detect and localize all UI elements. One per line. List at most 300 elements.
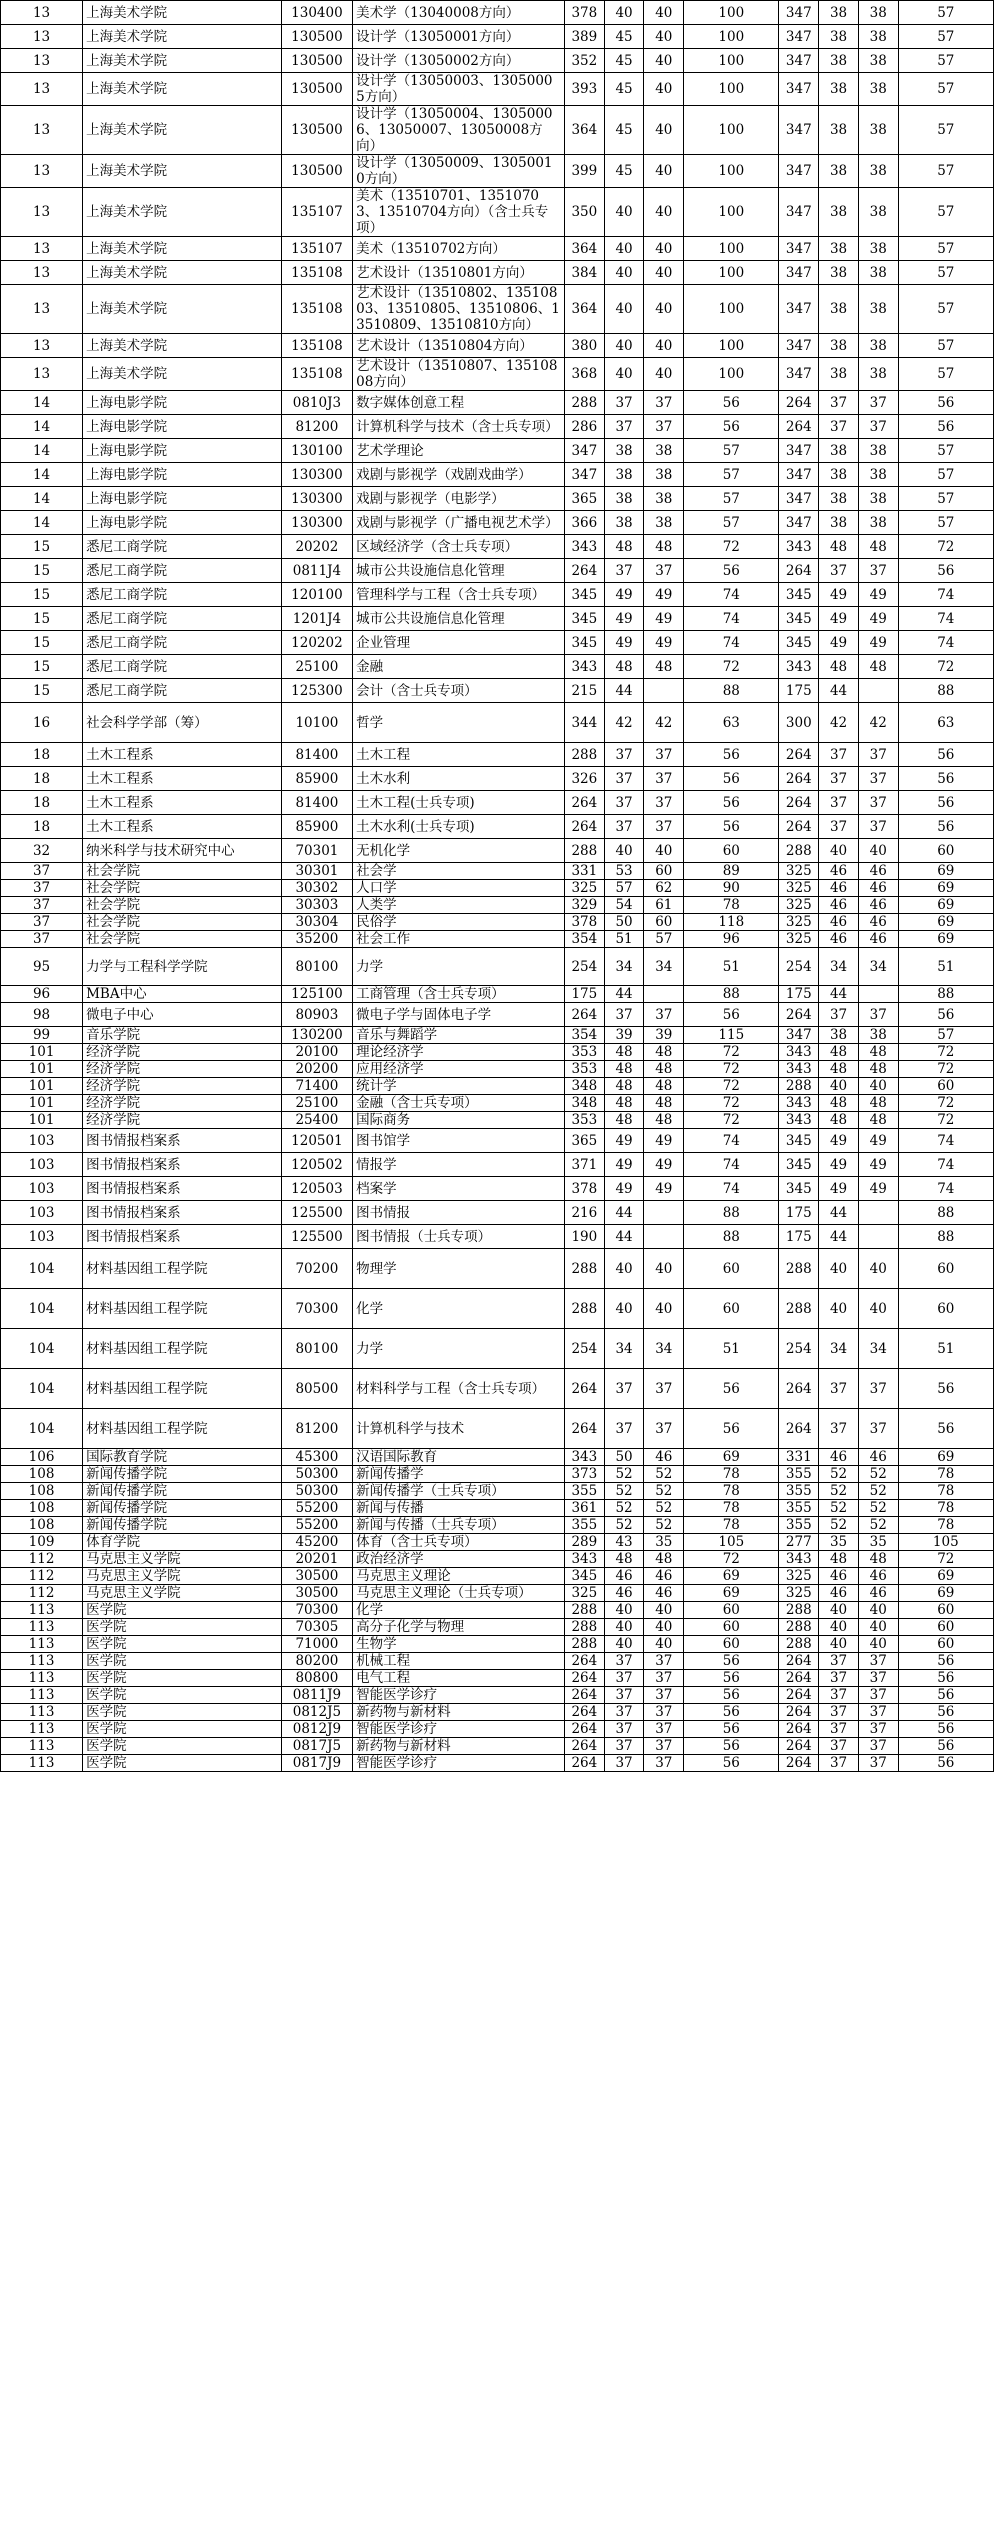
cell-foreign-lang-score: 37 bbox=[644, 1409, 684, 1449]
cell-college-code: 15 bbox=[1, 607, 83, 631]
cell-college-code: 15 bbox=[1, 655, 83, 679]
cell-politics-score: 38 bbox=[604, 511, 644, 535]
cell-college-name: 新闻传播学院 bbox=[83, 1483, 282, 1500]
cell-foreign-lang-score: 37 bbox=[644, 815, 684, 839]
table-row bbox=[1, 1329, 994, 1369]
table-row bbox=[1, 1449, 994, 1466]
cell-foreign-lang-score: 37 bbox=[644, 415, 684, 439]
cell-politics-line: 37 bbox=[819, 1003, 859, 1027]
cell-total-score: 353 bbox=[564, 1061, 604, 1078]
cell-foreign-lang-line: 40 bbox=[858, 1619, 898, 1636]
cell-total-score: 288 bbox=[564, 391, 604, 415]
cell-total-line: 288 bbox=[779, 1249, 819, 1289]
cell-total-score: 345 bbox=[564, 1568, 604, 1585]
cell-foreign-lang-score: 40 bbox=[644, 1619, 684, 1636]
cell-politics-line: 37 bbox=[819, 767, 859, 791]
cell-college-code: 103 bbox=[1, 1225, 83, 1249]
cell-subject-line: 72 bbox=[898, 655, 993, 679]
cell-total-line: 264 bbox=[779, 767, 819, 791]
cell-foreign-lang-score: 40 bbox=[644, 285, 684, 334]
cell-total-score: 264 bbox=[564, 1369, 604, 1409]
cell-subject-line: 69 bbox=[898, 931, 993, 948]
cell-total-score: 354 bbox=[564, 931, 604, 948]
cell-total-score: 347 bbox=[564, 439, 604, 463]
cell-total-line: 264 bbox=[779, 559, 819, 583]
cell-subject-score: 57 bbox=[684, 439, 779, 463]
cell-college-name: 上海电影学院 bbox=[83, 391, 282, 415]
cell-foreign-lang-line: 49 bbox=[858, 631, 898, 655]
cell-major-code: 25100 bbox=[281, 1095, 352, 1112]
cell-total-score: 288 bbox=[564, 1289, 604, 1329]
cell-major-name: 数字媒体创意工程 bbox=[353, 391, 565, 415]
cell-total-line: 254 bbox=[779, 948, 819, 986]
cell-foreign-lang-score: 38 bbox=[644, 463, 684, 487]
cell-foreign-lang-score: 40 bbox=[644, 1289, 684, 1329]
cell-politics-score: 40 bbox=[604, 1602, 644, 1619]
table-row bbox=[1, 1409, 994, 1449]
cell-college-code: 101 bbox=[1, 1112, 83, 1129]
cell-total-score: 190 bbox=[564, 1225, 604, 1249]
cell-politics-line: 37 bbox=[819, 391, 859, 415]
cell-total-score: 352 bbox=[564, 49, 604, 73]
cell-college-code: 103 bbox=[1, 1177, 83, 1201]
cell-college-code: 14 bbox=[1, 391, 83, 415]
cell-politics-line: 48 bbox=[819, 1044, 859, 1061]
cell-subject-score: 72 bbox=[684, 1112, 779, 1129]
cell-college-code: 106 bbox=[1, 1449, 83, 1466]
cell-college-code: 37 bbox=[1, 863, 83, 880]
cell-subject-line: 69 bbox=[898, 1568, 993, 1585]
cell-foreign-lang-line: 52 bbox=[858, 1466, 898, 1483]
cell-foreign-lang-score: 37 bbox=[644, 1369, 684, 1409]
table-row bbox=[1, 1585, 994, 1602]
cell-subject-line: 56 bbox=[898, 1704, 993, 1721]
cell-foreign-lang-line: 38 bbox=[858, 358, 898, 391]
cell-major-code: 0811J9 bbox=[281, 1687, 352, 1704]
cell-major-code: 20202 bbox=[281, 535, 352, 559]
cell-subject-score: 90 bbox=[684, 880, 779, 897]
cell-major-code: 70301 bbox=[281, 839, 352, 863]
cell-college-code: 15 bbox=[1, 679, 83, 703]
cell-subject-line: 63 bbox=[898, 703, 993, 743]
cell-subject-score: 57 bbox=[684, 511, 779, 535]
cell-total-score: 254 bbox=[564, 1329, 604, 1369]
cell-subject-score: 72 bbox=[684, 655, 779, 679]
cell-major-name: 情报学 bbox=[353, 1153, 565, 1177]
cell-college-code: 13 bbox=[1, 237, 83, 261]
cell-college-name: 国际教育学院 bbox=[83, 1449, 282, 1466]
cell-total-line: 347 bbox=[779, 25, 819, 49]
cell-politics-score: 48 bbox=[604, 1044, 644, 1061]
table-row bbox=[1, 743, 994, 767]
cell-politics-line: 38 bbox=[819, 73, 859, 106]
cell-subject-line: 72 bbox=[898, 1061, 993, 1078]
table-row bbox=[1, 1289, 994, 1329]
cell-subject-line: 74 bbox=[898, 583, 993, 607]
cell-foreign-lang-line: 38 bbox=[858, 73, 898, 106]
cell-politics-line: 37 bbox=[819, 815, 859, 839]
cell-college-code: 104 bbox=[1, 1289, 83, 1329]
table-row bbox=[1, 1636, 994, 1653]
cell-college-code: 95 bbox=[1, 948, 83, 986]
table-row bbox=[1, 237, 994, 261]
cell-subject-score: 57 bbox=[684, 487, 779, 511]
cell-total-line: 345 bbox=[779, 1129, 819, 1153]
cell-subject-score: 63 bbox=[684, 703, 779, 743]
cell-foreign-lang-score: 42 bbox=[644, 703, 684, 743]
cell-major-name: 管理科学与工程（含士兵专项） bbox=[353, 583, 565, 607]
cell-total-line: 288 bbox=[779, 1602, 819, 1619]
cell-major-name: 企业管理 bbox=[353, 631, 565, 655]
cell-foreign-lang-score: 40 bbox=[644, 358, 684, 391]
cell-foreign-lang-line: 38 bbox=[858, 237, 898, 261]
cell-politics-line: 37 bbox=[819, 1738, 859, 1755]
cell-subject-line: 56 bbox=[898, 1738, 993, 1755]
cell-college-code: 101 bbox=[1, 1095, 83, 1112]
cell-politics-score: 53 bbox=[604, 863, 644, 880]
cell-college-name: 纳米科学与技术研究中心 bbox=[83, 839, 282, 863]
cell-foreign-lang-score: 40 bbox=[644, 1, 684, 25]
table-row bbox=[1, 1153, 994, 1177]
cell-total-line: 264 bbox=[779, 1369, 819, 1409]
cell-subject-score: 78 bbox=[684, 1500, 779, 1517]
cell-college-name: 上海美术学院 bbox=[83, 155, 282, 188]
cell-foreign-lang-line: 38 bbox=[858, 1, 898, 25]
cell-politics-line: 40 bbox=[819, 1636, 859, 1653]
cell-foreign-lang-line: 40 bbox=[858, 1636, 898, 1653]
cell-total-line: 343 bbox=[779, 1551, 819, 1568]
cell-college-code: 113 bbox=[1, 1721, 83, 1738]
cell-major-name: 土木工程 bbox=[353, 743, 565, 767]
table-row bbox=[1, 1721, 994, 1738]
cell-major-name: 应用经济学 bbox=[353, 1061, 565, 1078]
cell-subject-score: 60 bbox=[684, 1602, 779, 1619]
cell-subject-line: 60 bbox=[898, 1619, 993, 1636]
cell-college-code: 13 bbox=[1, 155, 83, 188]
cell-major-name: 马克思主义理论 bbox=[353, 1568, 565, 1585]
cell-subject-line: 69 bbox=[898, 1585, 993, 1602]
cell-major-code: 125500 bbox=[281, 1225, 352, 1249]
table-row bbox=[1, 73, 994, 106]
cell-subject-line: 56 bbox=[898, 791, 993, 815]
cell-subject-score: 56 bbox=[684, 815, 779, 839]
cell-college-name: 马克思主义学院 bbox=[83, 1568, 282, 1585]
cell-college-name: 医学院 bbox=[83, 1636, 282, 1653]
cell-total-score: 289 bbox=[564, 1534, 604, 1551]
cell-major-code: 55200 bbox=[281, 1517, 352, 1534]
cell-foreign-lang-line: 38 bbox=[858, 155, 898, 188]
cell-major-name: 设计学（13050003、13050005方向） bbox=[353, 73, 565, 106]
table-row bbox=[1, 607, 994, 631]
table-row bbox=[1, 487, 994, 511]
cell-total-score: 364 bbox=[564, 106, 604, 155]
cell-college-name: 体育学院 bbox=[83, 1534, 282, 1551]
cell-politics-line: 34 bbox=[819, 1329, 859, 1369]
cell-politics-score: 49 bbox=[604, 583, 644, 607]
table-row bbox=[1, 815, 994, 839]
cell-total-line: 288 bbox=[779, 1289, 819, 1329]
cell-total-line: 264 bbox=[779, 1755, 819, 1772]
cell-college-code: 32 bbox=[1, 839, 83, 863]
cell-foreign-lang-line: 49 bbox=[858, 583, 898, 607]
cell-subject-score: 60 bbox=[684, 1619, 779, 1636]
cell-politics-line: 40 bbox=[819, 839, 859, 863]
cell-politics-score: 45 bbox=[604, 49, 644, 73]
cell-politics-score: 37 bbox=[604, 1687, 644, 1704]
cell-foreign-lang-score: 48 bbox=[644, 535, 684, 559]
cell-foreign-lang-score: 37 bbox=[644, 1687, 684, 1704]
cell-total-line: 343 bbox=[779, 1095, 819, 1112]
cell-total-line: 277 bbox=[779, 1534, 819, 1551]
cell-subject-line: 56 bbox=[898, 415, 993, 439]
cell-major-code: 81200 bbox=[281, 1409, 352, 1449]
cell-major-name: 戏剧与影视学（广播电视艺术学） bbox=[353, 511, 565, 535]
cell-foreign-lang-score: 37 bbox=[644, 1704, 684, 1721]
cell-foreign-lang-line: 37 bbox=[858, 791, 898, 815]
cell-foreign-lang-score: 60 bbox=[644, 914, 684, 931]
cell-subject-score: 100 bbox=[684, 285, 779, 334]
cell-politics-line: 37 bbox=[819, 1721, 859, 1738]
cell-major-name: 美术学（13040008方向） bbox=[353, 1, 565, 25]
cell-total-line: 347 bbox=[779, 463, 819, 487]
table-row bbox=[1, 415, 994, 439]
table-row bbox=[1, 1704, 994, 1721]
cell-subject-score: 100 bbox=[684, 1, 779, 25]
cell-subject-line: 57 bbox=[898, 439, 993, 463]
cell-major-name: 政治经济学 bbox=[353, 1551, 565, 1568]
table-row bbox=[1, 1755, 994, 1772]
cell-politics-line: 46 bbox=[819, 914, 859, 931]
cell-subject-line: 57 bbox=[898, 106, 993, 155]
cell-subject-score: 69 bbox=[684, 1449, 779, 1466]
cell-major-name: 计算机科学与技术 bbox=[353, 1409, 565, 1449]
cell-major-code: 120100 bbox=[281, 583, 352, 607]
cell-foreign-lang-line: 34 bbox=[858, 1329, 898, 1369]
cell-foreign-lang-score: 37 bbox=[644, 559, 684, 583]
cell-foreign-lang-score: 37 bbox=[644, 1755, 684, 1772]
cell-foreign-lang-line: 37 bbox=[858, 1704, 898, 1721]
cell-college-code: 113 bbox=[1, 1755, 83, 1772]
cell-total-line: 343 bbox=[779, 1061, 819, 1078]
cell-subject-line: 57 bbox=[898, 237, 993, 261]
cell-total-score: 365 bbox=[564, 487, 604, 511]
cell-college-code: 103 bbox=[1, 1201, 83, 1225]
cell-college-code: 13 bbox=[1, 285, 83, 334]
cell-total-line: 264 bbox=[779, 743, 819, 767]
cell-foreign-lang-line: 46 bbox=[858, 863, 898, 880]
cell-subject-score: 56 bbox=[684, 1003, 779, 1027]
cell-politics-score: 37 bbox=[604, 1653, 644, 1670]
cell-total-score: 378 bbox=[564, 1177, 604, 1201]
cell-politics-line: 38 bbox=[819, 1027, 859, 1044]
cell-total-line: 347 bbox=[779, 439, 819, 463]
cell-total-score: 345 bbox=[564, 583, 604, 607]
cell-politics-line: 38 bbox=[819, 487, 859, 511]
cell-politics-line: 48 bbox=[819, 535, 859, 559]
cell-total-line: 355 bbox=[779, 1483, 819, 1500]
cell-major-code: 45300 bbox=[281, 1449, 352, 1466]
cell-major-name: 设计学（13050001方向） bbox=[353, 25, 565, 49]
cell-college-name: 上海美术学院 bbox=[83, 237, 282, 261]
cell-politics-score: 37 bbox=[604, 391, 644, 415]
cell-subject-line: 72 bbox=[898, 1095, 993, 1112]
cell-foreign-lang-score: 40 bbox=[644, 839, 684, 863]
cell-politics-score: 49 bbox=[604, 1153, 644, 1177]
cell-total-line: 325 bbox=[779, 1568, 819, 1585]
cell-subject-line: 57 bbox=[898, 188, 993, 237]
cell-college-name: 医学院 bbox=[83, 1602, 282, 1619]
cell-foreign-lang-score bbox=[644, 1201, 684, 1225]
cell-subject-score: 56 bbox=[684, 391, 779, 415]
cell-major-code: 130500 bbox=[281, 106, 352, 155]
cell-major-code: 30500 bbox=[281, 1585, 352, 1602]
cell-foreign-lang-score: 37 bbox=[644, 1670, 684, 1687]
cell-major-name: 统计学 bbox=[353, 1078, 565, 1095]
cell-foreign-lang-line: 37 bbox=[858, 1755, 898, 1772]
cell-foreign-lang-line: 38 bbox=[858, 463, 898, 487]
cell-politics-score: 57 bbox=[604, 880, 644, 897]
cell-college-name: MBA中心 bbox=[83, 986, 282, 1003]
cell-total-line: 264 bbox=[779, 1687, 819, 1704]
cell-total-line: 288 bbox=[779, 1619, 819, 1636]
cell-foreign-lang-score: 37 bbox=[644, 767, 684, 791]
cell-major-code: 70300 bbox=[281, 1289, 352, 1329]
cell-college-code: 113 bbox=[1, 1619, 83, 1636]
cell-total-line: 347 bbox=[779, 49, 819, 73]
cell-politics-line: 38 bbox=[819, 439, 859, 463]
cell-college-code: 103 bbox=[1, 1129, 83, 1153]
cell-college-name: 微电子中心 bbox=[83, 1003, 282, 1027]
cell-subject-score: 51 bbox=[684, 1329, 779, 1369]
cell-foreign-lang-line: 38 bbox=[858, 487, 898, 511]
cell-major-code: 0812J5 bbox=[281, 1704, 352, 1721]
cell-major-code: 81200 bbox=[281, 415, 352, 439]
cell-college-name: 社会学院 bbox=[83, 914, 282, 931]
table-row bbox=[1, 1225, 994, 1249]
cell-foreign-lang-line bbox=[858, 1201, 898, 1225]
cell-subject-line: 78 bbox=[898, 1500, 993, 1517]
cell-college-code: 13 bbox=[1, 25, 83, 49]
cell-total-line: 264 bbox=[779, 791, 819, 815]
cell-college-code: 37 bbox=[1, 880, 83, 897]
cell-foreign-lang-line: 40 bbox=[858, 1602, 898, 1619]
cell-politics-score: 37 bbox=[604, 743, 644, 767]
cell-subject-score: 72 bbox=[684, 1078, 779, 1095]
cell-total-score: 364 bbox=[564, 237, 604, 261]
cell-college-code: 113 bbox=[1, 1670, 83, 1687]
cell-subject-line: 72 bbox=[898, 1551, 993, 1568]
cell-politics-score: 50 bbox=[604, 914, 644, 931]
table-row bbox=[1, 463, 994, 487]
cell-total-score: 264 bbox=[564, 791, 604, 815]
cell-foreign-lang-line: 37 bbox=[858, 1687, 898, 1704]
cell-subject-line: 57 bbox=[898, 1, 993, 25]
cell-subject-score: 56 bbox=[684, 1738, 779, 1755]
cell-total-score: 355 bbox=[564, 1517, 604, 1534]
cell-major-name: 力学 bbox=[353, 948, 565, 986]
table-row bbox=[1, 261, 994, 285]
cell-subject-score: 56 bbox=[684, 1653, 779, 1670]
cell-politics-score: 52 bbox=[604, 1483, 644, 1500]
cell-politics-score: 48 bbox=[604, 1095, 644, 1112]
cell-foreign-lang-score: 61 bbox=[644, 897, 684, 914]
cell-college-code: 99 bbox=[1, 1027, 83, 1044]
cell-college-code: 104 bbox=[1, 1249, 83, 1289]
cell-politics-score: 48 bbox=[604, 1061, 644, 1078]
cell-major-code: 80100 bbox=[281, 948, 352, 986]
table-row bbox=[1, 1369, 994, 1409]
cell-politics-line: 52 bbox=[819, 1483, 859, 1500]
cell-politics-score: 37 bbox=[604, 791, 644, 815]
cell-subject-line: 56 bbox=[898, 743, 993, 767]
cell-major-name: 艺术设计（13510801方向） bbox=[353, 261, 565, 285]
cell-major-name: 新闻与传播 bbox=[353, 1500, 565, 1517]
cell-total-line: 345 bbox=[779, 1177, 819, 1201]
table-row bbox=[1, 535, 994, 559]
cell-foreign-lang-line: 48 bbox=[858, 535, 898, 559]
cell-major-code: 125100 bbox=[281, 986, 352, 1003]
cell-total-score: 343 bbox=[564, 1449, 604, 1466]
cell-subject-line: 56 bbox=[898, 559, 993, 583]
cell-total-score: 344 bbox=[564, 703, 604, 743]
cell-total-line: 347 bbox=[779, 155, 819, 188]
cell-politics-score: 48 bbox=[604, 535, 644, 559]
cell-major-code: 80100 bbox=[281, 1329, 352, 1369]
cell-total-score: 288 bbox=[564, 1619, 604, 1636]
cell-major-code: 130100 bbox=[281, 439, 352, 463]
cell-foreign-lang-line: 37 bbox=[858, 415, 898, 439]
cell-college-name: 上海电影学院 bbox=[83, 463, 282, 487]
table-row bbox=[1, 1112, 994, 1129]
cell-total-line: 175 bbox=[779, 1225, 819, 1249]
cell-subject-score: 57 bbox=[684, 463, 779, 487]
cell-college-name: 上海电影学院 bbox=[83, 511, 282, 535]
cell-total-score: 325 bbox=[564, 880, 604, 897]
cell-major-name: 体育（含士兵专项） bbox=[353, 1534, 565, 1551]
cell-politics-line: 48 bbox=[819, 1112, 859, 1129]
cell-total-line: 331 bbox=[779, 1449, 819, 1466]
cell-foreign-lang-line: 46 bbox=[858, 1568, 898, 1585]
cell-college-code: 101 bbox=[1, 1061, 83, 1078]
table-row bbox=[1, 1653, 994, 1670]
cell-subject-line: 72 bbox=[898, 535, 993, 559]
cell-subject-line: 105 bbox=[898, 1534, 993, 1551]
cell-foreign-lang-score: 46 bbox=[644, 1568, 684, 1585]
cell-subject-score: 100 bbox=[684, 49, 779, 73]
cell-subject-line: 57 bbox=[898, 463, 993, 487]
cell-politics-line: 38 bbox=[819, 1, 859, 25]
cell-foreign-lang-score: 62 bbox=[644, 880, 684, 897]
table-row bbox=[1, 914, 994, 931]
cell-total-score: 345 bbox=[564, 607, 604, 631]
cell-college-name: 新闻传播学院 bbox=[83, 1500, 282, 1517]
cell-major-code: 80903 bbox=[281, 1003, 352, 1027]
cell-politics-score: 40 bbox=[604, 1289, 644, 1329]
cell-subject-score: 69 bbox=[684, 1585, 779, 1602]
cell-politics-line: 52 bbox=[819, 1466, 859, 1483]
cell-major-code: 125500 bbox=[281, 1201, 352, 1225]
cell-major-name: 土木水利(士兵专项) bbox=[353, 815, 565, 839]
cell-total-line: 288 bbox=[779, 1078, 819, 1095]
cell-total-score: 371 bbox=[564, 1153, 604, 1177]
cell-subject-score: 74 bbox=[684, 631, 779, 655]
cell-politics-line: 38 bbox=[819, 106, 859, 155]
cell-foreign-lang-score: 46 bbox=[644, 1585, 684, 1602]
cell-politics-score: 49 bbox=[604, 1129, 644, 1153]
table-row bbox=[1, 106, 994, 155]
cell-major-code: 50300 bbox=[281, 1483, 352, 1500]
cell-college-code: 113 bbox=[1, 1636, 83, 1653]
